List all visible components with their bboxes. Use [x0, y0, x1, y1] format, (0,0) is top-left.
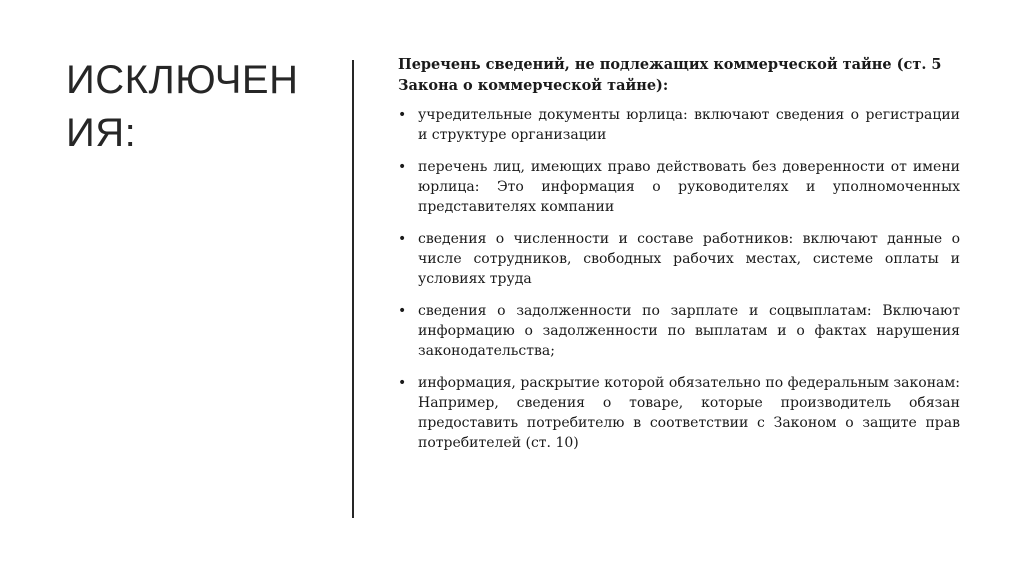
slide-title: ИСКЛЮЧЕНИЯ:	[66, 58, 299, 155]
bullet-list	[398, 105, 960, 453]
bullet-item-1: • учредительные документы юрлица: включают сведения о регистрации и структуре организации	[398, 105, 960, 145]
bullet-item-4: • сведения о задолженности по зарплате и соцвыплатам: Включают информацию о задолженности по выплатам и о фактах нарушения законодательства;	[398, 301, 960, 361]
bullet-item-3: • сведения о численности и составе работников: включают данные о числе сотрудников, свободных рабочих местах, системе оплаты и условиях труда	[398, 229, 960, 289]
bullet-item-2: • перечень лиц, имеющих право действовать без доверенности от имени юрлица: Это информация о руководителях и уполномоченных представителях компании	[398, 157, 960, 217]
slide-content	[398, 54, 960, 465]
content-heading: Перечень сведений, не подлежащих коммерческой тайне (ст. 5 Закона о коммерческой тайне):	[398, 56, 942, 94]
vertical-divider	[352, 60, 354, 518]
bullet-item-5: • информация, раскрытие которой обязательно по федеральным законам: Например, сведения о товаре, которые производитель обязан предоставить потребителю в соответствии с Законом о защите прав потребителей (ст. 10)	[398, 373, 960, 453]
